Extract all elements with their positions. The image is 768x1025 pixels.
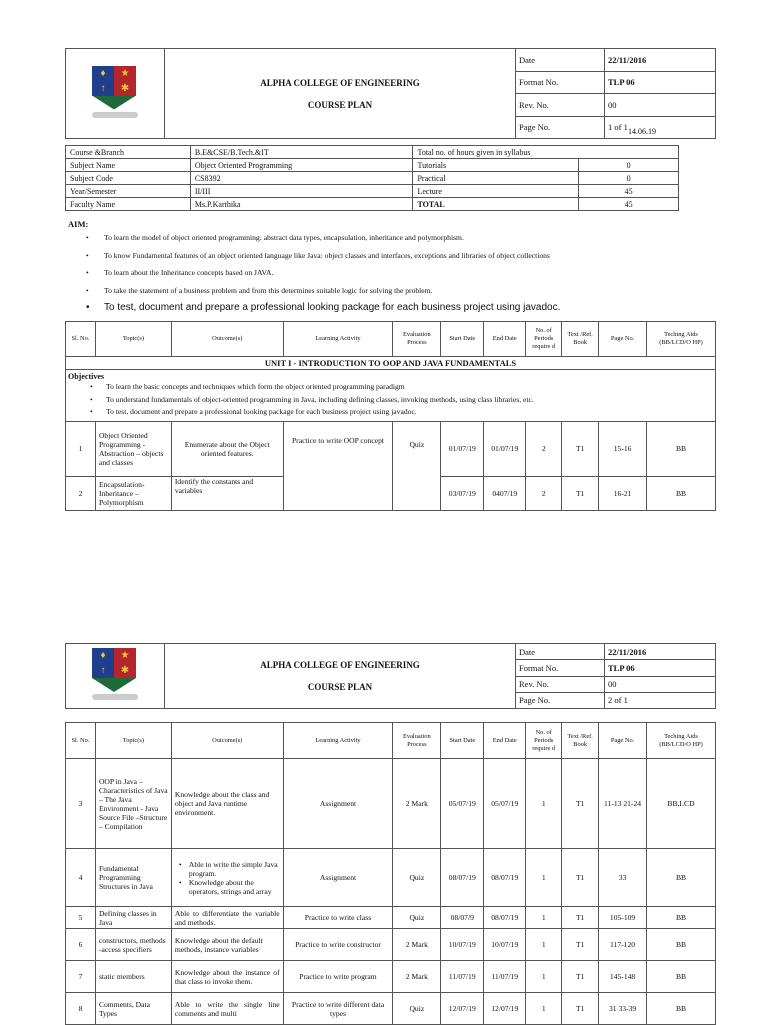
info-row <box>66 198 679 211</box>
cell-evaluation: 2 Mark <box>393 759 441 849</box>
cell-page: 11-13 21-24 <box>599 759 647 849</box>
cell-book: T1 <box>562 421 599 476</box>
cell-periods: 2 <box>526 421 562 476</box>
info-label: Subject Code <box>66 172 191 185</box>
objectives-row <box>66 370 716 422</box>
cell-sl: 4 <box>66 849 96 907</box>
col-book: Text /Ref. Book <box>562 322 599 357</box>
cell-end: 12/07/19 <box>484 993 526 1025</box>
cell-page: 15-16 <box>599 421 647 476</box>
cell-start: 08/07/9 <box>441 907 484 929</box>
cell-topic: Encapsulation- Inheritance – Polymorphism <box>95 476 171 510</box>
cell-sl: 8 <box>66 993 96 1025</box>
cell-evaluation: Quiz <box>393 849 441 907</box>
outcome-list <box>175 860 280 896</box>
col-sl: Sl. No. <box>66 322 96 357</box>
college-title-cell <box>165 644 516 709</box>
col-sl: Sl. No. <box>66 723 96 759</box>
doc-title: COURSE PLAN <box>307 682 373 692</box>
meta-rev-label: Rev. No. <box>516 94 605 117</box>
info-value: II/III <box>190 185 413 198</box>
cell-aids: BB <box>647 929 716 961</box>
college-logo-cell <box>66 644 165 709</box>
cell-activity: Practice to write program <box>283 961 393 993</box>
aim-list <box>86 229 756 317</box>
college-name: ALPHA COLLEGE OF ENGINEERING <box>260 77 420 88</box>
cell-activity: Practice to write different data types <box>283 993 393 1025</box>
info-row <box>66 146 679 159</box>
cell-periods: 1 <box>526 907 562 929</box>
info-label2: Lecture <box>413 185 579 198</box>
cell-start: 10/07/19 <box>441 929 484 961</box>
objective-item: • To test, document and prepare a professional looking package for each business project using javadoc. <box>90 406 713 419</box>
course-info-table <box>65 145 679 211</box>
col-start: Start Date <box>441 723 484 759</box>
meta-date-label: Date <box>516 49 605 72</box>
cell-start: 05/07/19 <box>441 759 484 849</box>
cell-periods: 1 <box>526 961 562 993</box>
cell-book: T1 <box>562 849 599 907</box>
cell-outcome: Able to differentiate the variable and methods. <box>171 907 283 929</box>
meta-page-value: 2 of 1 <box>605 692 716 708</box>
cell-outcome: Knowledge about the instance of that class to invoke them. <box>171 961 283 993</box>
info-label2: TOTAL <box>413 198 579 211</box>
cell-end: 08/07/19 <box>484 907 526 929</box>
cell-topic: OOP in Java – Characteristics of Java – The Java Environment - Java Source File –Structure – Compilation <box>95 759 171 849</box>
cell-start: 01/07/19 <box>441 421 484 476</box>
cell-topic: Fundamental Programming Structures in Java <box>95 849 171 907</box>
cell-start: 11/07/19 <box>441 961 484 993</box>
meta-page-value: 1 of 1 <box>605 116 716 139</box>
info-label2: Tutorials <box>413 159 579 172</box>
aim-label: AIM: <box>68 219 89 229</box>
col-page: Page No. <box>599 723 647 759</box>
cell-topic: constructors, methods -access specifiers <box>95 929 171 961</box>
college-logo: ♦ ↑ ★ ✱ <box>92 648 138 704</box>
revision-date-note: 14.06.19 <box>628 127 656 136</box>
cell-outcome: Identify the constants and variables <box>171 476 283 510</box>
info-value: Ms.P.Karthika <box>190 198 413 211</box>
col-activity: Learning Activity <box>283 322 393 357</box>
cell-evaluation: Quiz <box>393 421 441 510</box>
table-row <box>66 759 716 849</box>
table-row <box>66 907 716 929</box>
cell-book: T1 <box>562 476 599 510</box>
cell-periods: 1 <box>526 759 562 849</box>
col-evaluation: Evaluation Process <box>393 723 441 759</box>
cell-evaluation: Quiz <box>393 907 441 929</box>
college-name: ALPHA COLLEGE OF ENGINEERING <box>260 660 420 670</box>
info-value2: 0 <box>579 159 679 172</box>
cell-book: T1 <box>562 929 599 961</box>
cell-outcome: Able to write the single line comments and multi <box>171 993 283 1025</box>
info-label: Faculty Name <box>66 198 191 211</box>
info-row <box>66 172 679 185</box>
cell-activity: Practice to write class <box>283 907 393 929</box>
info-value2: 45 <box>579 198 679 211</box>
cell-page: 105-109 <box>599 907 647 929</box>
info-row <box>66 185 679 198</box>
meta-rev-value: 00 <box>605 94 716 117</box>
cell-end: 10/07/19 <box>484 929 526 961</box>
cell-aids: BB <box>647 421 716 476</box>
info-label: Course &Branch <box>66 146 191 159</box>
cell-aids: BB <box>647 849 716 907</box>
table-row <box>66 993 716 1025</box>
cell-page: 117-120 <box>599 929 647 961</box>
info-value: Object Oriented Programming <box>190 159 413 172</box>
cell-evaluation: 2 Mark <box>393 929 441 961</box>
cell-outcome: Enumerate about the Object oriented features. <box>171 421 283 476</box>
table-row <box>66 849 716 907</box>
cell-periods: 1 <box>526 993 562 1025</box>
cell-sl: 3 <box>66 759 96 849</box>
aim-item: • To take the statement of a business problem and from this determines suitable logic for solving the problem. <box>86 282 756 300</box>
info-label2: Practical <box>413 172 579 185</box>
cell-aids: BB <box>647 961 716 993</box>
meta-format-label: Format No. <box>516 71 605 94</box>
cell-sl: 6 <box>66 929 96 961</box>
cell-topic: Object Oriented Programming - Abstraction – objects and classes <box>95 421 171 476</box>
objective-item: • To learn the basic concepts and techniques which form the object oriented programming paradigm <box>90 381 713 394</box>
col-aids: Teching Aids (BB/LCD/O HP) <box>647 723 716 759</box>
cell-aids: BB,LCD <box>647 759 716 849</box>
meta-rev-label: Rev. No. <box>516 676 605 692</box>
header-block-page1 <box>65 48 716 139</box>
cell-page: 16-21 <box>599 476 647 510</box>
cell-end: 05/07/19 <box>484 759 526 849</box>
header-block-page2 <box>65 643 716 709</box>
cell-page: 145-148 <box>599 961 647 993</box>
outcome-item: • Knowledge about the operators, strings and array <box>179 878 280 896</box>
cell-activity: Assignment <box>283 849 393 907</box>
cell-aids: BB <box>647 993 716 1025</box>
cell-start: 12/07/19 <box>441 993 484 1025</box>
meta-format-label: Format No. <box>516 660 605 676</box>
col-topic: Topic(s) <box>95 322 171 357</box>
info-label: Year/Semester <box>66 185 191 198</box>
cell-end: 01/07/19 <box>484 421 526 476</box>
cell-topic: Defining classes in Java <box>95 907 171 929</box>
cell-sl: 5 <box>66 907 96 929</box>
col-periods: No. of Periods require d <box>526 723 562 759</box>
col-aids: Teching Aids (BB/LCD/O HP) <box>647 322 716 357</box>
info-label2: Total no. of hours given in syllabus <box>413 146 679 159</box>
cell-page: 31 33-39 <box>599 993 647 1025</box>
cell-page: 33 <box>599 849 647 907</box>
cell-activity: Practice to write constructor <box>283 929 393 961</box>
meta-format-value: TLP 06 <box>605 71 716 94</box>
cell-outcome: Knowledge about the class and object and Java runtime environment. <box>171 759 283 849</box>
info-value: B.E&CSE/B.Tech.&IT <box>190 146 413 159</box>
col-book: Text /Ref. Book <box>562 723 599 759</box>
cell-sl: 2 <box>66 476 96 510</box>
cell-aids: BB <box>647 907 716 929</box>
aim-item: • To learn the model of object oriented programming: abstract data types, encapsulation, inheritance and polymorphism. <box>86 229 756 247</box>
cell-periods: 1 <box>526 929 562 961</box>
objectives-list <box>68 381 713 419</box>
col-topic: Topic(s) <box>95 723 171 759</box>
unit-title-row <box>66 357 716 370</box>
info-value: CS8392 <box>190 172 413 185</box>
cell-periods: 1 <box>526 849 562 907</box>
col-outcome: Outcome(s) <box>171 723 283 759</box>
meta-page-label: Page No. <box>516 116 605 139</box>
table-row <box>66 929 716 961</box>
cell-start: 08/07/19 <box>441 849 484 907</box>
info-value2: 45 <box>579 185 679 198</box>
meta-rev-value: 00 <box>605 676 716 692</box>
table-row <box>66 421 716 476</box>
cell-topic: Comments, Data Types <box>95 993 171 1025</box>
column-header-row <box>66 322 716 357</box>
table-row <box>66 961 716 993</box>
aim-item: • To learn about the Inheritance concepts based on JAVA. <box>86 264 756 282</box>
cell-book: T1 <box>562 993 599 1025</box>
college-logo: ♦ ↑ ★ ✱ <box>92 66 138 122</box>
college-title-cell <box>165 49 516 139</box>
col-start: Start Date <box>441 322 484 357</box>
info-value2: 0 <box>579 172 679 185</box>
cell-book: T1 <box>562 961 599 993</box>
unit-title: UNIT I - INTRODUCTION TO OOP AND JAVA FUNDAMENTALS <box>66 357 716 370</box>
meta-date-label: Date <box>516 644 605 660</box>
cell-evaluation: 2 Mark <box>393 961 441 993</box>
column-header-row <box>66 723 716 759</box>
cell-end: 0407/19 <box>484 476 526 510</box>
col-end: End Date <box>484 322 526 357</box>
col-end: End Date <box>484 723 526 759</box>
cell-outcome: Knowledge about the default methods, instance variables <box>171 929 283 961</box>
col-evaluation: Evaluation Process <box>393 322 441 357</box>
cell-book: T1 <box>562 907 599 929</box>
meta-format-value: TLP 06 <box>605 660 716 676</box>
cell-start: 03/07/19 <box>441 476 484 510</box>
cell-outcome <box>171 849 283 907</box>
info-row <box>66 159 679 172</box>
meta-page-label: Page No. <box>516 692 605 708</box>
col-page: Page No. <box>599 322 647 357</box>
cell-topic: static members <box>95 961 171 993</box>
cell-sl: 1 <box>66 421 96 476</box>
col-outcome: Outcome(s) <box>171 322 283 357</box>
cell-end: 08/07/19 <box>484 849 526 907</box>
aim-item: • To test, document and prepare a professional looking package for each business project using javadoc. <box>86 299 756 317</box>
cell-book: T1 <box>562 759 599 849</box>
plan-table-page2 <box>65 722 716 1025</box>
objectives-label: Objectives <box>68 372 104 381</box>
aim-item: • To know Fundamental features of an object oriented language like Java: object classes and interfaces, exceptions and libraries of object collections <box>86 247 756 265</box>
meta-date-value: 22/11/2016 <box>605 644 716 660</box>
doc-title: COURSE PLAN <box>307 99 373 110</box>
info-label: Subject Name <box>66 159 191 172</box>
col-activity: Learning Activity <box>283 723 393 759</box>
cell-sl: 7 <box>66 961 96 993</box>
col-periods: No. of Periods require d <box>526 322 562 357</box>
college-logo-cell <box>66 49 165 139</box>
outcome-item: • Able to write the simple Java program. <box>179 860 280 878</box>
cell-activity: Assignment <box>283 759 393 849</box>
cell-activity: Practice to write OOP concept <box>283 421 393 510</box>
plan-table-page1 <box>65 321 716 511</box>
cell-evaluation: Quiz <box>393 993 441 1025</box>
meta-date-value: 22/11/2016 <box>605 49 716 72</box>
cell-aids: BB <box>647 476 716 510</box>
cell-periods: 2 <box>526 476 562 510</box>
cell-end: 11/07/19 <box>484 961 526 993</box>
objective-item: • To understand fundamentals of object-oriented programming in Java, including defining classes, invoking methods, using class libraries, etc. <box>90 394 713 407</box>
